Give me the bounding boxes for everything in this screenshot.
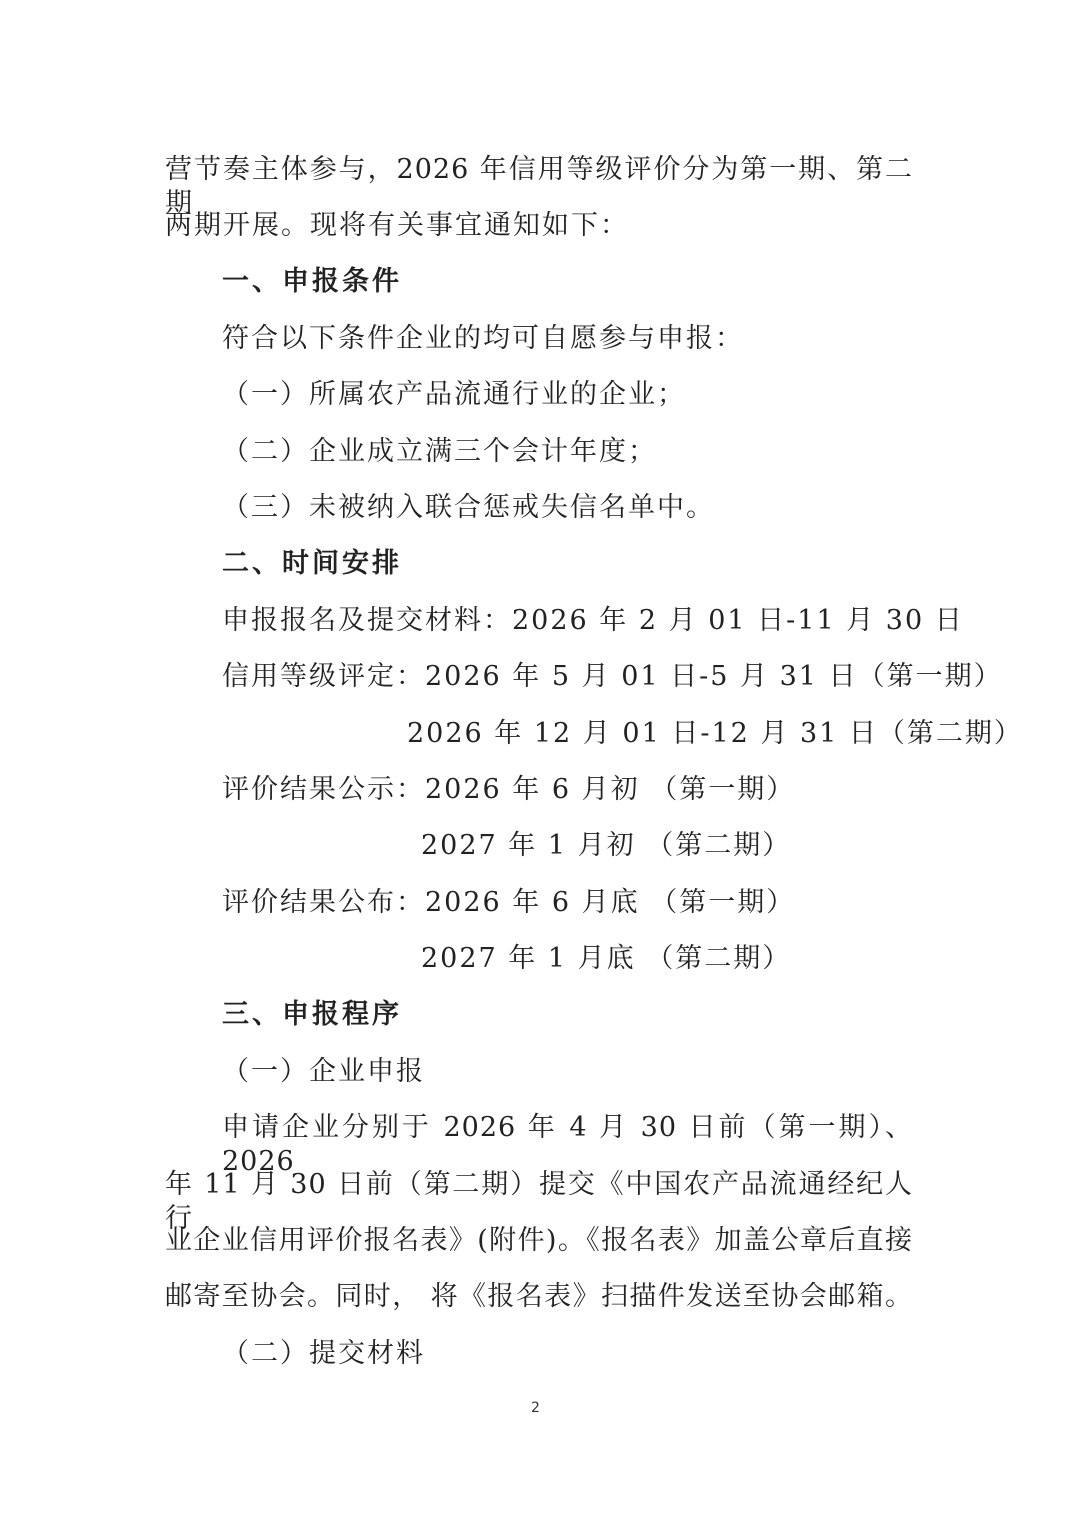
list-item: （三）未被纳入联合惩戒失信名单中。 bbox=[222, 492, 715, 523]
schedule-line: 评价结果公布：2026 年 6 月底 （第一期） bbox=[222, 887, 796, 918]
subsection-heading: （一）企业申报 bbox=[222, 1056, 425, 1087]
subsection-heading: （二）提交材料 bbox=[222, 1338, 425, 1369]
section-heading-2: 二、时间安排 bbox=[222, 548, 402, 579]
schedule-line: 2027 年 1 月初 （第二期） bbox=[421, 830, 792, 861]
paragraph-line: 业企业信用评价报名表》(附件)。《报名表》加盖公章后直接 bbox=[165, 1225, 913, 1256]
paragraph-line: 邮寄至协会。同时， 将《报名表》扫描件发送至协会邮箱。 bbox=[165, 1281, 913, 1312]
schedule-line: 信用等级评定：2026 年 5 月 01 日-5 月 31 日（第一期） bbox=[222, 661, 1003, 692]
list-item: （一）所属农产品流通行业的企业； bbox=[222, 379, 686, 410]
schedule-line: 申报报名及提交材料：2026 年 2 月 01 日-11 月 30 日 bbox=[222, 605, 964, 636]
page-number: 2 bbox=[531, 1400, 540, 1416]
paragraph-line: 申请企业分别于 2026 年 4 月 30 日前（第一期）、2026 bbox=[222, 1112, 913, 1177]
list-item: （二）企业成立满三个会计年度； bbox=[222, 436, 657, 467]
schedule-line: 2027 年 1 月底 （第二期） bbox=[421, 943, 792, 974]
section-heading-1: 一、申报条件 bbox=[222, 266, 402, 297]
paragraph-line: 符合以下条件企业的均可自愿参与申报： bbox=[222, 323, 744, 354]
paragraph-line: 营节奏主体参与，2026 年信用等级评价分为第一期、第二期 bbox=[165, 154, 913, 219]
schedule-line: 2026 年 12 月 01 日-12 月 31 日（第二期） bbox=[407, 718, 1023, 749]
section-heading-3: 三、申报程序 bbox=[222, 999, 402, 1030]
schedule-line: 评价结果公示：2026 年 6 月初 （第一期） bbox=[222, 774, 796, 805]
paragraph-line: 年 11 月 30 日前（第二期）提交《中国农产品流通经纪人行 bbox=[165, 1169, 913, 1234]
paragraph-line: 两期开展。现将有关事宜通知如下： bbox=[165, 210, 629, 241]
